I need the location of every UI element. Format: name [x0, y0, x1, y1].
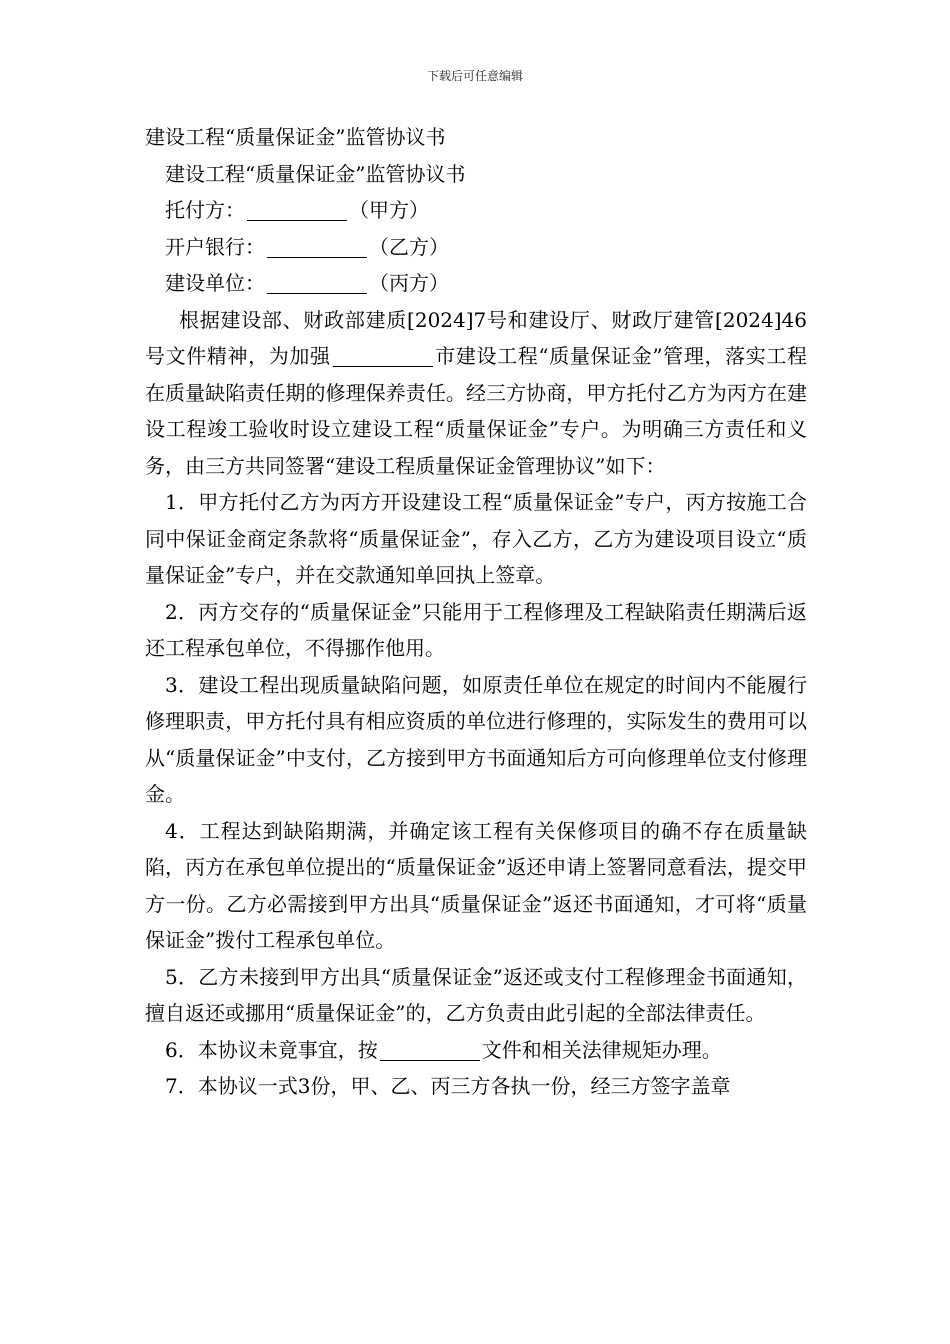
intro-text-before-blank: 根据建设部、财政部建质[2024]7号和建设厅、财政厅建管[2024]46号文件精神，为加强	[145, 307, 807, 368]
fill-in-blank	[267, 271, 367, 294]
clause-2: 2．丙方交存的“质量保证金”只能用于工程修理及工程缺陷责任期满后返还工程承包单位，不得挪作他用。	[145, 599, 807, 660]
document-body	[145, 119, 807, 1105]
party-suffix: （丙方）	[369, 271, 449, 295]
clause-6-text-after-blank: 文件和相关法律规矩办理。	[481, 1037, 722, 1062]
intro-text-after-blank: 市建设工程“质量保证金”管理，落实工程在质量缺陷责任期的修理保养责任。经三方协商，甲方托付乙方为丙方在建设工程竣工验收时设立建设工程“质量保证金”专户。为明确三方责任和义务，由三方共同签署“建设工程质量保证金管理协议”如下：	[145, 344, 807, 478]
party-label: 开户银行：	[165, 234, 265, 259]
fill-in-blank	[380, 1038, 480, 1061]
clause-1: 1．甲方托付乙方为丙方开设建设工程“质量保证金”专户，丙方按施工合同中保证金商定条款将“质量保证金”，存入乙方，乙方为建设项目设立“质量保证金”专户，并在交款通知单回执上签章。	[145, 490, 807, 587]
clause-5: 5．乙方未接到甲方出具“质量保证金”返还或支付工程修理金书面通知，擅自返还或挪用“质量保证金”的，乙方负责由此引起的全部法律责任。	[145, 964, 807, 1025]
header-note: 下载后可任意编辑	[426, 69, 523, 83]
clause-6	[145, 1032, 807, 1069]
fill-in-blank	[333, 344, 433, 367]
clause-7: 7．本协议一式3份，甲、乙、丙三方各执一份，经三方签字盖章	[165, 1074, 731, 1098]
party-line-bank	[145, 229, 807, 266]
party-suffix: （甲方）	[349, 198, 429, 222]
fill-in-blank	[247, 198, 347, 221]
intro-paragraph	[145, 302, 807, 485]
clause-3: 3．建设工程出现质量缺陷问题，如原责任单位在规定的时间内不能履行修理职责，甲方托付具有相应资质的单位进行修理的，实际发生的费用可以从“质量保证金”中支付，乙方接到甲方书面通知后方可向修理单位支付修理金。	[145, 672, 807, 806]
party-line-builder	[145, 265, 807, 302]
party-label: 托付方：	[165, 198, 245, 222]
party-suffix: （乙方）	[369, 234, 449, 259]
document-subtitle: 建设工程“质量保证金”监管协议书	[165, 161, 466, 186]
party-label: 建设单位：	[165, 271, 265, 295]
clause-4: 4．工程达到缺陷期满，并确定该工程有关保修项目的确不存在质量缺陷，丙方在承包单位提出的“质量保证金”返还申请上签署同意看法，提交甲方一份。乙方必需接到甲方出具“质量保证金”返还书面通知，才可将“质量保证金”拨付工程承包单位。	[145, 818, 807, 952]
clause-6-text-before-blank: 6．本协议未竟事宜，按	[165, 1037, 378, 1062]
fill-in-blank	[267, 235, 367, 258]
party-line-principal	[145, 192, 807, 229]
document-title: 建设工程“质量保证金”监管协议书	[145, 125, 446, 149]
